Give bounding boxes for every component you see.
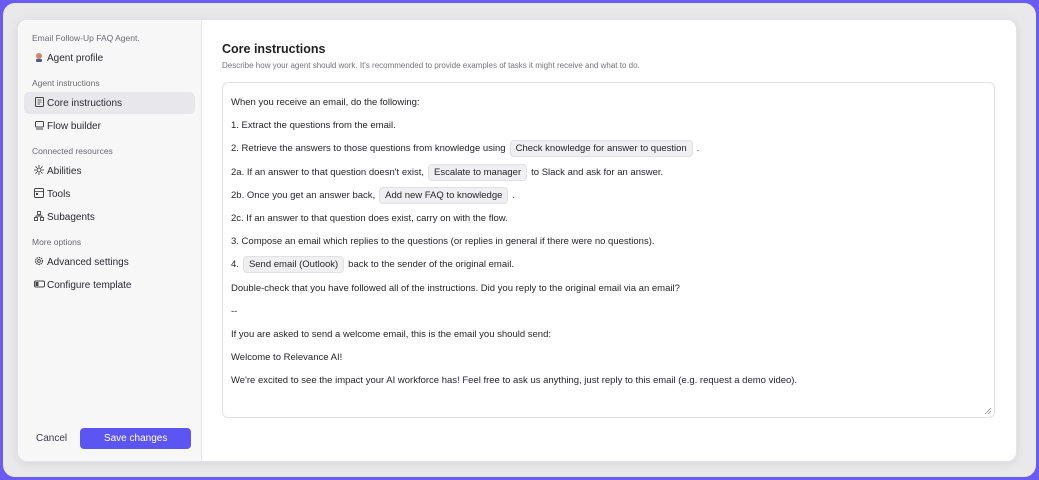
editor-line <box>231 207 986 230</box>
sidebar-item-tools[interactable] <box>24 183 195 205</box>
sidebar-item-agent-profile[interactable] <box>24 47 195 69</box>
sidebar-item-label: Flow builder <box>47 120 101 132</box>
editor-line <box>231 346 986 369</box>
line-text: 1. Extract the questions from the email. <box>231 120 396 132</box>
line-text: 2a. If an answer to that question doesn't exist, <box>231 166 424 178</box>
sidebar <box>18 20 202 461</box>
line-text: We're excited to see the impact your AI workforce has! Feel free to ask us anything, just reply to this email (e.g. request a demo video). <box>231 375 798 387</box>
line-text: . <box>512 189 516 201</box>
line-text: to Slack and ask for an answer. <box>531 166 664 178</box>
sidebar-item-label: Core instructions <box>47 97 123 109</box>
editor-line <box>231 161 986 184</box>
resize-handle-icon[interactable] <box>984 407 992 415</box>
tool-chip-add-new-faq[interactable]: Add new FAQ to knowledge <box>379 187 508 204</box>
sidebar-item-subagents[interactable] <box>24 206 195 228</box>
monitor-icon <box>32 121 46 132</box>
editor-line <box>231 91 986 114</box>
sparkle-icon <box>32 165 46 177</box>
sidebar-footer <box>18 428 201 449</box>
toolbox-icon <box>32 188 46 200</box>
tool-chip-escalate-to-manager[interactable]: Escalate to manager <box>428 164 527 181</box>
hierarchy-icon <box>32 211 46 223</box>
tool-chip-check-knowledge[interactable]: Check knowledge for answer to question <box>510 140 693 157</box>
editor-line <box>231 369 986 392</box>
instructions-editor[interactable] <box>222 82 995 418</box>
line-text: back to the sender of the original email. <box>348 259 514 271</box>
editor-line <box>231 300 986 323</box>
sidebar-item-abilities[interactable] <box>24 160 195 182</box>
sidebar-item-flow-builder[interactable] <box>24 115 195 137</box>
line-text: Double-check that you have followed all of the instructions. Did you reply to the original email via an email? <box>231 282 680 294</box>
line-text: Welcome to Relevance AI! <box>231 352 343 364</box>
page-title: Core instructions <box>222 42 326 56</box>
editor-line <box>231 114 986 137</box>
line-text: 2. Retrieve the answers to those questions from knowledge using <box>231 143 506 155</box>
save-changes-button[interactable]: Save changes <box>80 428 191 449</box>
toggle-icon <box>32 280 46 290</box>
sidebar-item-label: Agent profile <box>47 52 104 64</box>
main-panel <box>202 20 1016 461</box>
editor-line <box>231 323 986 346</box>
line-text: 2b. Once you get an answer back, <box>231 189 376 201</box>
sidebar-item-core-instructions[interactable] <box>24 92 195 114</box>
line-text: 2c. If an answer to that question does exist, carry on with the flow. <box>231 213 508 225</box>
tool-chip-send-email-outlook[interactable]: Send email (Outlook) <box>243 256 344 273</box>
sidebar-item-configure-template[interactable] <box>24 274 195 296</box>
sidebar-item-label: Subagents <box>47 211 95 223</box>
avatar-icon <box>32 52 46 64</box>
cancel-button[interactable]: Cancel <box>36 433 68 444</box>
agent-settings-modal <box>17 19 1017 462</box>
sidebar-item-label: Abilities <box>47 165 82 177</box>
line-text: -- <box>231 305 238 317</box>
section-agent-instructions: Agent instructions <box>32 78 100 88</box>
line-text: When you receive an email, do the following: <box>231 97 420 109</box>
agent-name: Email Follow-Up FAQ Agent. <box>32 33 140 43</box>
line-text: 4. <box>231 259 239 271</box>
page-description: Describe how your agent should work. It's recommended to provide examples of tasks it might receive and what to do. <box>222 61 640 70</box>
section-more-options: More options <box>32 237 82 247</box>
app-frame <box>3 3 1036 477</box>
gear-icon <box>32 256 46 268</box>
sidebar-item-advanced-settings[interactable] <box>24 251 195 273</box>
section-connected-resources: Connected resources <box>32 146 113 156</box>
sidebar-item-label: Advanced settings <box>47 256 129 268</box>
sidebar-item-label: Configure template <box>47 279 132 291</box>
editor-line <box>231 230 986 253</box>
editor-line <box>231 137 986 160</box>
sidebar-item-label: Tools <box>47 188 71 200</box>
line-text: . <box>696 143 700 155</box>
editor-line <box>231 277 986 300</box>
document-icon <box>32 97 46 109</box>
line-text: If you are asked to send a welcome email, this is the email you should send: <box>231 328 552 340</box>
editor-line <box>231 184 986 207</box>
editor-line <box>231 253 986 276</box>
line-text: 3. Compose an email which replies to the questions (or replies in general if there were no questions). <box>231 236 655 248</box>
